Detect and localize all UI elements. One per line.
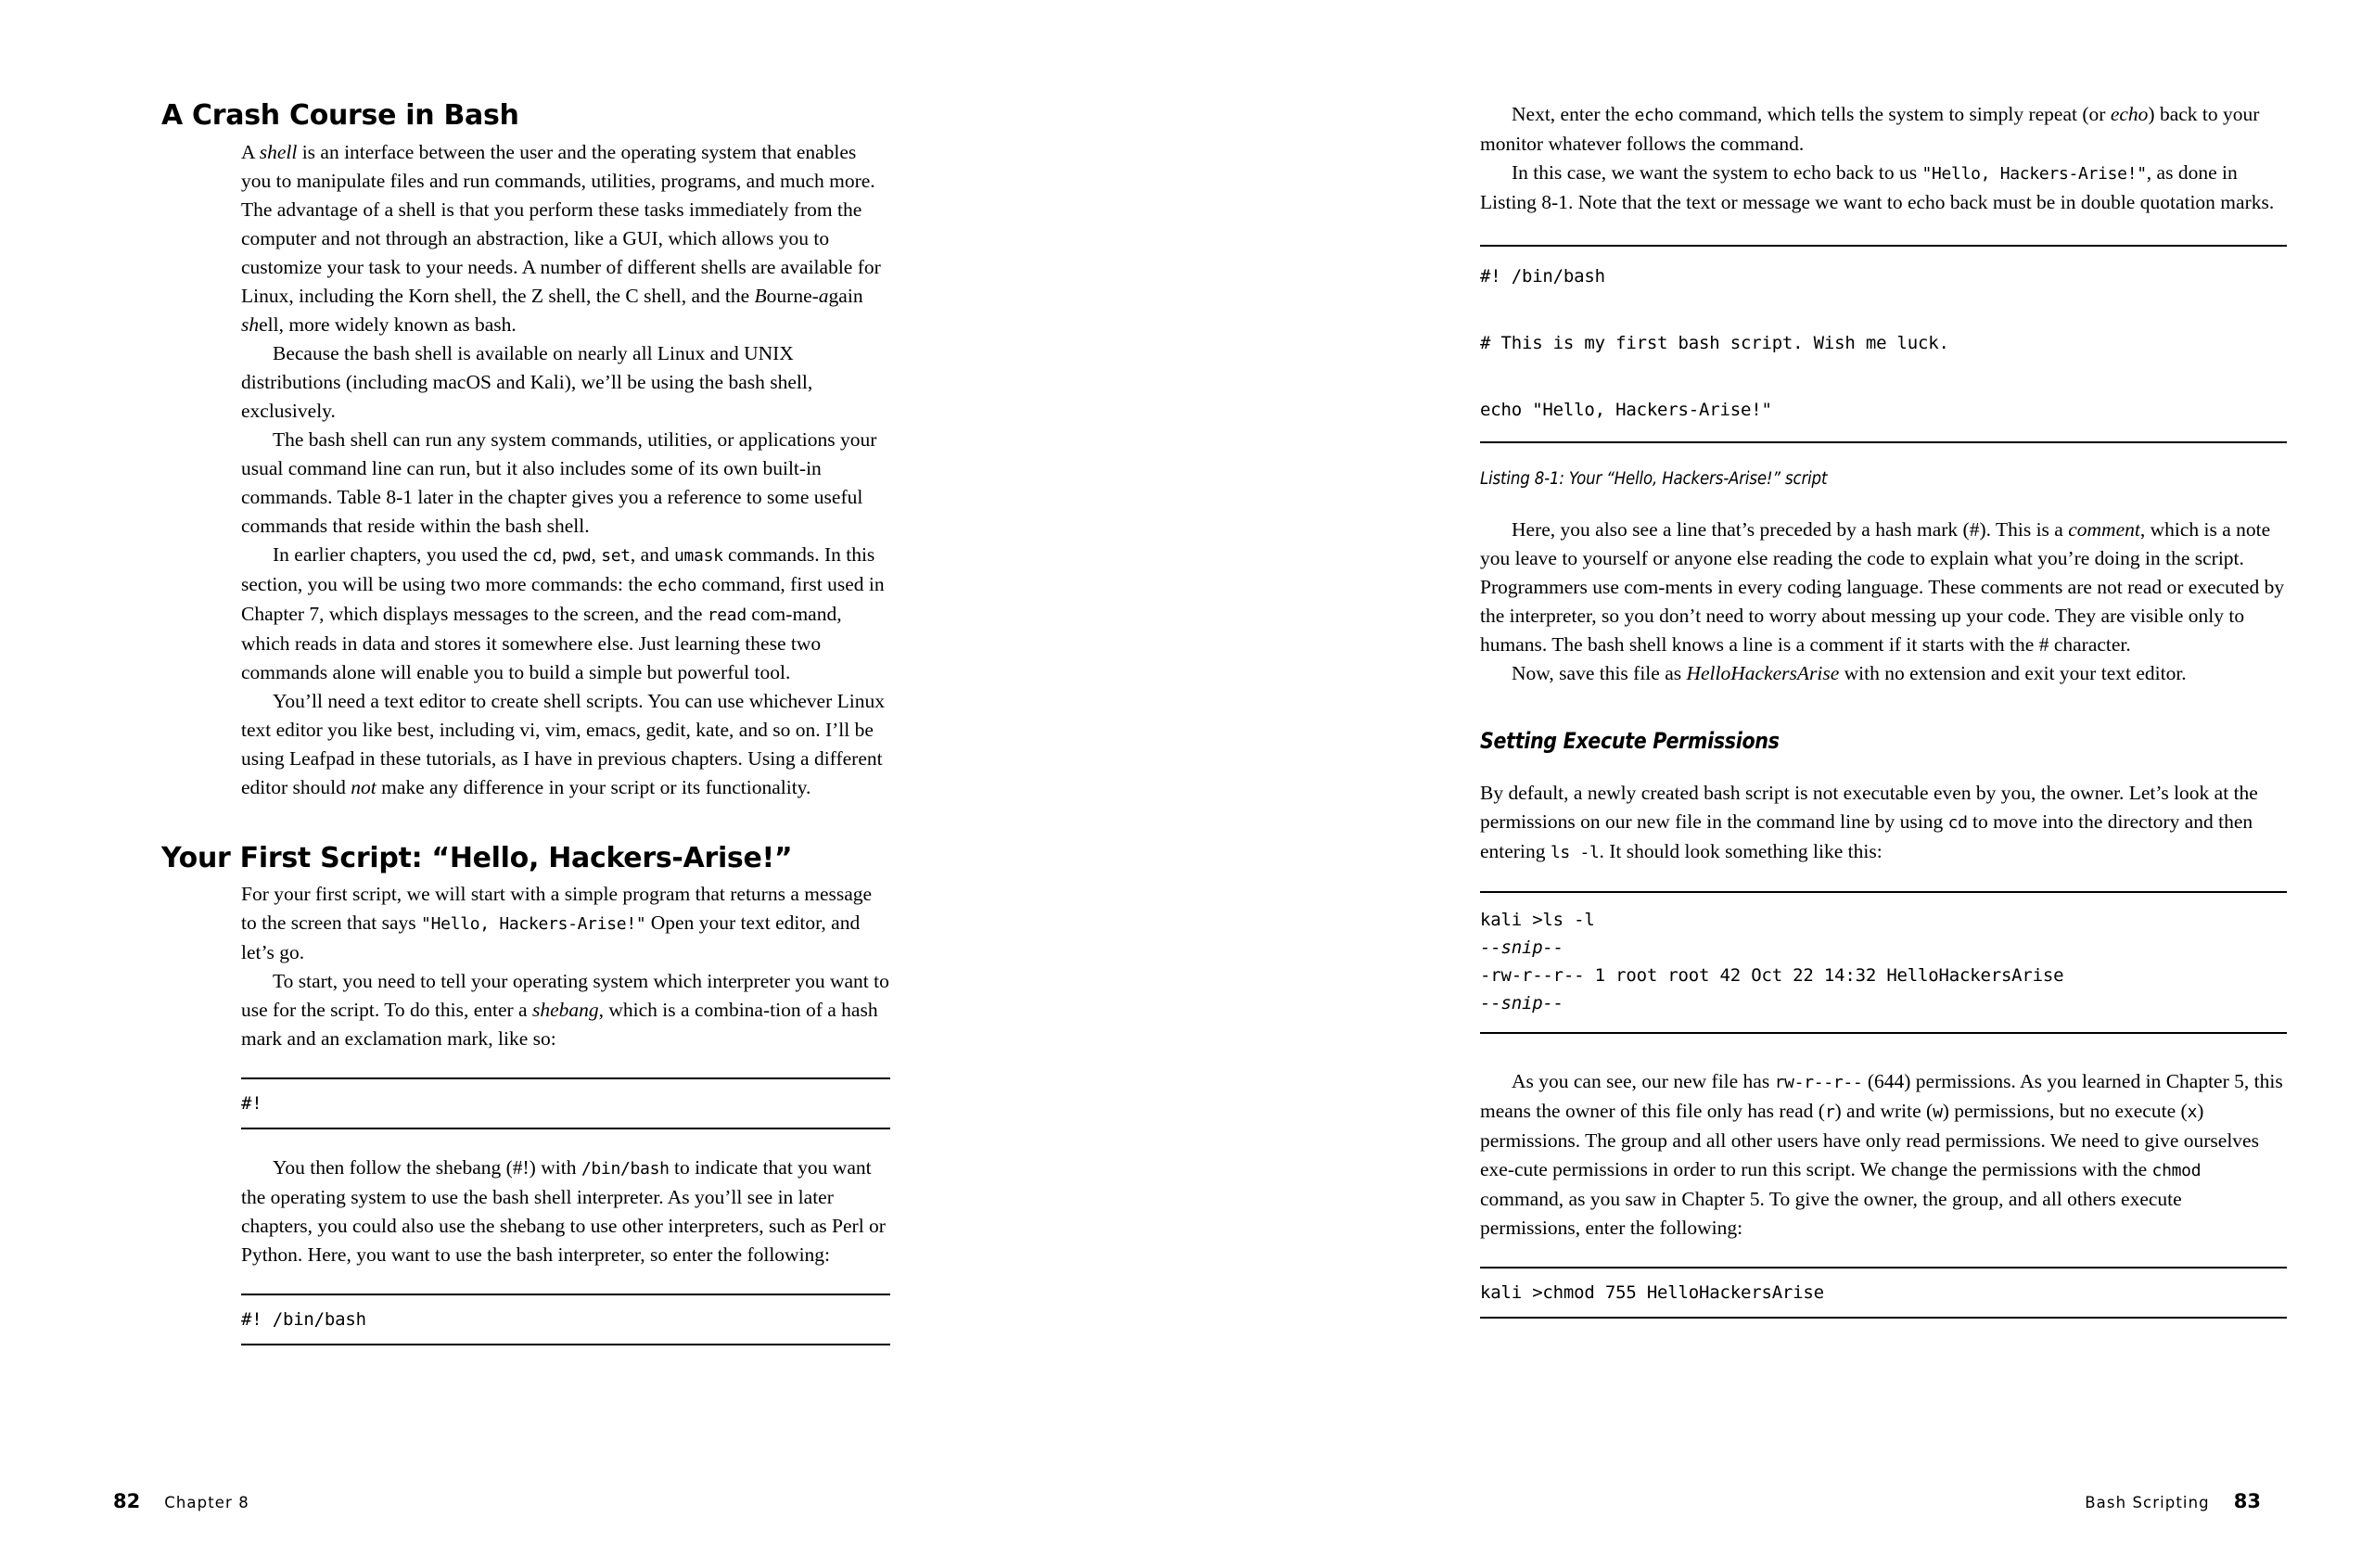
- text-run: make any difference in your script or its functionality.: [376, 775, 811, 798]
- text-run: . It should look something like this:: [1599, 839, 1883, 862]
- code-line: [1480, 360, 2287, 393]
- footer-left: [113, 1490, 249, 1512]
- inline-code: pwd: [561, 545, 592, 566]
- text-run: command, first used in Chapter 7, which displays messages to the screen, and the: [241, 572, 885, 625]
- paragraph: [1480, 159, 2287, 217]
- code-line: -rw-r--r-- 1 root root 42 Oct 22 14:32 HelloHackersArise: [1480, 964, 2064, 986]
- paragraph: [241, 426, 890, 541]
- paragraph-group-6: [1480, 779, 2287, 867]
- text-run: with no extension and exit your text editor.: [1839, 662, 2187, 684]
- text-run: is an interface between the user and the operating system that enables you to manipulate files and run commands, utilities, programs, and much more. The advantage of a shell is that you perform these tasks immediately from the computer and not through an abstraction, like a GUI, which allows you to customize your task to your needs. A number of different shells are available for Linux, including the Korn shell, the Z shell, the C shell, and the: [241, 140, 881, 307]
- inline-code: umask: [673, 545, 723, 566]
- text-run: To start, you need to tell your operating system which interpreter you want to use for the script. To do this, enter a: [241, 970, 889, 1021]
- spacer: [1480, 867, 2287, 891]
- code-line: # This is my first bash script. Wish me luck.: [1480, 333, 1949, 353]
- inline-code: /bin/bash: [581, 1159, 670, 1179]
- running-head: Bash Scripting: [2085, 1494, 2210, 1511]
- inline-code: cd: [531, 545, 553, 566]
- inline-code: cd: [1947, 812, 1968, 833]
- text-run: In earlier chapters, you used the: [273, 542, 532, 566]
- text-run: You’ll need a text editor to create shell scripts. You can use whichever Linux text editor you like best, including vi, vim, emacs, gedit, kate, and so on. I’ll be using Leafpad in these tutorials, as I have in previous chapters. Using a different editor should: [241, 689, 885, 798]
- spacer: [1480, 688, 2287, 729]
- section-title-first-script: Your First Script: “Hello, Hackers-Arise!”: [161, 841, 793, 874]
- text-run: com-mand, which reads in data and stores it somewhere else. Just learning these two commands alone will enable you to build a simple but powerful tool.: [241, 602, 842, 683]
- text-run: , as done in Listing 8-1. Note that the text or message we want to echo back must be in double quotation marks.: [1480, 161, 2275, 213]
- spacer: [241, 1269, 890, 1294]
- paragraph-group-7: [1480, 1067, 2287, 1243]
- emphasis: shebang: [531, 999, 599, 1021]
- paragraph-group-5: [1480, 516, 2287, 688]
- text-run: As you can see, our new file has: [1512, 1069, 1775, 1092]
- code-line: #! /bin/bash: [1480, 266, 1605, 287]
- text-run: commands. In this section, you will be using two more commands: the: [241, 542, 875, 595]
- listing-caption: Listing 8-1: Your “Hello, Hackers-Arise!” script: [1480, 469, 1828, 489]
- text-run: Now, save this file as: [1512, 662, 1687, 684]
- text-run: to indicate that you want the operating system to use the bash shell interpreter. As you’ll see in later chapters, you could also use the shebang to use other interpreters, such as Perl or Python. Here, you want to use the bash interpreter, so enter the following:: [241, 1156, 886, 1266]
- paragraph: [241, 1154, 890, 1269]
- spacer: [1480, 491, 2287, 516]
- text-run: , which is a combina-tion of a hash mark and an exclamation mark, like so:: [241, 999, 878, 1050]
- inline-code: x: [2187, 1102, 2198, 1122]
- running-head: Chapter 8: [164, 1494, 249, 1511]
- inline-code: "Hello, Hackers-Arise!": [1921, 164, 2147, 184]
- text-run: ell, more widely known as bash.: [259, 312, 517, 336]
- text-run: , and: [630, 542, 674, 566]
- text-run: ,: [591, 542, 602, 566]
- text-run: The bash shell can run any system commands, utilities, or applications your usual command line can run, but it also includes some of its own built-in commands. Table 8-1 later in the chapter gives you a reference to some useful commands that reside within the bash shell.: [241, 427, 877, 537]
- text-run: command, as you saw in Chapter 5. To give the owner, the group, and all others execute permissions, enter the following:: [1480, 1187, 2182, 1239]
- emphasis: sh: [241, 312, 260, 336]
- paragraph-group-2: [241, 880, 890, 1053]
- left-body-block-2: [241, 880, 890, 1345]
- code-line: [1480, 293, 2287, 326]
- text-run: ) permissions, but no execute (: [1942, 1099, 2188, 1122]
- text-run: By default, a newly created bash script is not executable even by you, the owner. Let’s look at the permissions on our new file in the command line by using: [1480, 781, 2258, 833]
- inline-code: ls -l: [1550, 842, 1600, 862]
- paragraph: [1480, 100, 2287, 159]
- paragraph: [241, 138, 890, 339]
- spacer: [1480, 755, 2287, 779]
- text-run: Because the bash shell is available on nearly all Linux and UNIX distributions (including macOS and Kali), we’ll be using the bash shell, exclusively.: [241, 341, 813, 422]
- text-run: (644) permissions. As you learned in Chapter 5, this means the owner of this file only has read (: [1480, 1069, 2283, 1122]
- code-listing-shebang-bash: [241, 1294, 890, 1345]
- page-right: [1187, 0, 2374, 1568]
- spacer: [241, 1129, 890, 1154]
- text-run: ) back to your monitor whatever follows the command.: [1480, 103, 2260, 155]
- text-run: ,: [552, 542, 562, 566]
- inline-code: rw-r--r--: [1774, 1072, 1863, 1092]
- page-number: 83: [2233, 1490, 2261, 1512]
- paragraph: [241, 339, 890, 426]
- emphasis: a: [818, 284, 829, 307]
- page-number: 82: [113, 1490, 141, 1512]
- left-body-block-1: [241, 138, 890, 802]
- code-listing-hello-script: [1480, 245, 2287, 443]
- code-line: [1480, 934, 2287, 962]
- paragraph-group-4: [1480, 100, 2287, 217]
- text-run: command, which tells the system to simply repeat (or: [1673, 103, 2111, 125]
- text-run: A: [241, 140, 260, 163]
- spacer: [241, 1053, 890, 1077]
- code-line: [1480, 989, 2287, 1017]
- text-run: Here, you also see a line that’s preceded by a hash mark (#). This is a: [1512, 518, 2069, 541]
- text-run: ourne-: [766, 284, 819, 307]
- text-run: Next, enter the: [1512, 103, 1635, 125]
- text-run: In this case, we want the system to echo back to us: [1512, 161, 1922, 184]
- paragraph: [1480, 516, 2287, 659]
- section-title-execute-permissions: Setting Execute Permissions: [1480, 728, 1780, 754]
- paragraph: [241, 967, 890, 1053]
- emphasis: not: [351, 775, 377, 798]
- inline-code: chmod: [2151, 1160, 2202, 1180]
- emphasis: HelloHackersArise: [1686, 662, 1840, 684]
- paragraph-group-3: [241, 1154, 890, 1269]
- paragraph: [1480, 779, 2287, 867]
- inline-code: w: [1933, 1102, 1943, 1122]
- code-listing-shebang: [241, 1077, 890, 1129]
- inline-code: echo: [1634, 106, 1674, 125]
- text-run: gain: [828, 284, 863, 307]
- paragraph-group-1: [241, 138, 890, 802]
- emphasis: echo: [2110, 103, 2149, 125]
- text-run: You then follow the shebang (#!) with: [273, 1156, 581, 1179]
- spacer: [1480, 1034, 2287, 1067]
- paragraph: [1480, 1067, 2287, 1243]
- page-title: A Crash Course in Bash: [161, 99, 519, 132]
- inline-code: "Hello, Hackers-Arise!": [421, 914, 646, 934]
- paragraph: [241, 880, 890, 967]
- spacer: [1480, 443, 2287, 467]
- text-run: For your first script, we will start with a simple program that returns a message to the screen that says: [241, 883, 873, 934]
- text-run: ) permissions. The group and all other users have only read permissions. We need to give ourselves exe-cute permissions in order to run this script. We change the permissions with the: [1480, 1099, 2259, 1180]
- right-body-block-1: [1480, 100, 2287, 1319]
- code-listing-chmod: [1480, 1267, 2287, 1319]
- text-run: Open your text editor, and let’s go.: [241, 911, 861, 963]
- emphasis: shell: [259, 140, 298, 163]
- footer-right: [2085, 1490, 2261, 1512]
- code-line: kali >chmod 755 HelloHackersArise: [1480, 1281, 1824, 1303]
- code-line: #! /bin/bash: [241, 1309, 366, 1330]
- inline-code: echo: [657, 575, 697, 595]
- text-run: , which is a note you leave to yourself or anyone else reading the code to explain what you’re doing in the script. Programmers use com-ments in every coding language. These comments are not read or executed by the interpreter, so you don’t need to worry about messing up your code. They are visible only to humans. The bash shell knows a line is a comment if it starts with the # character.: [1480, 518, 2285, 656]
- code-line: #!: [241, 1093, 262, 1114]
- code-line: echo "Hello, Hackers-Arise!": [1480, 400, 1772, 420]
- spacer: [1480, 217, 2287, 245]
- emphasis: B: [754, 284, 767, 307]
- paragraph: [241, 687, 890, 802]
- inline-code: r: [1824, 1102, 1835, 1122]
- spacer: [161, 802, 1098, 843]
- spacer: [1480, 1243, 2287, 1267]
- right-page-content: [1480, 100, 2287, 1319]
- snip-marker: --snip--: [1480, 992, 1564, 1013]
- code-listing-ls-output: [1480, 891, 2287, 1034]
- emphasis: comment: [2068, 518, 2140, 541]
- inline-code: read: [707, 605, 747, 625]
- left-page-content: [161, 100, 1098, 1345]
- text-run: to move into the directory and then entering: [1480, 809, 2253, 862]
- snip-marker: --snip--: [1480, 937, 1564, 958]
- paragraph: [241, 541, 890, 687]
- inline-code: set: [601, 545, 631, 566]
- code-line: kali >ls -l: [1480, 909, 1595, 930]
- paragraph: [1480, 659, 2287, 688]
- text-run: ) and write (: [1834, 1099, 1934, 1122]
